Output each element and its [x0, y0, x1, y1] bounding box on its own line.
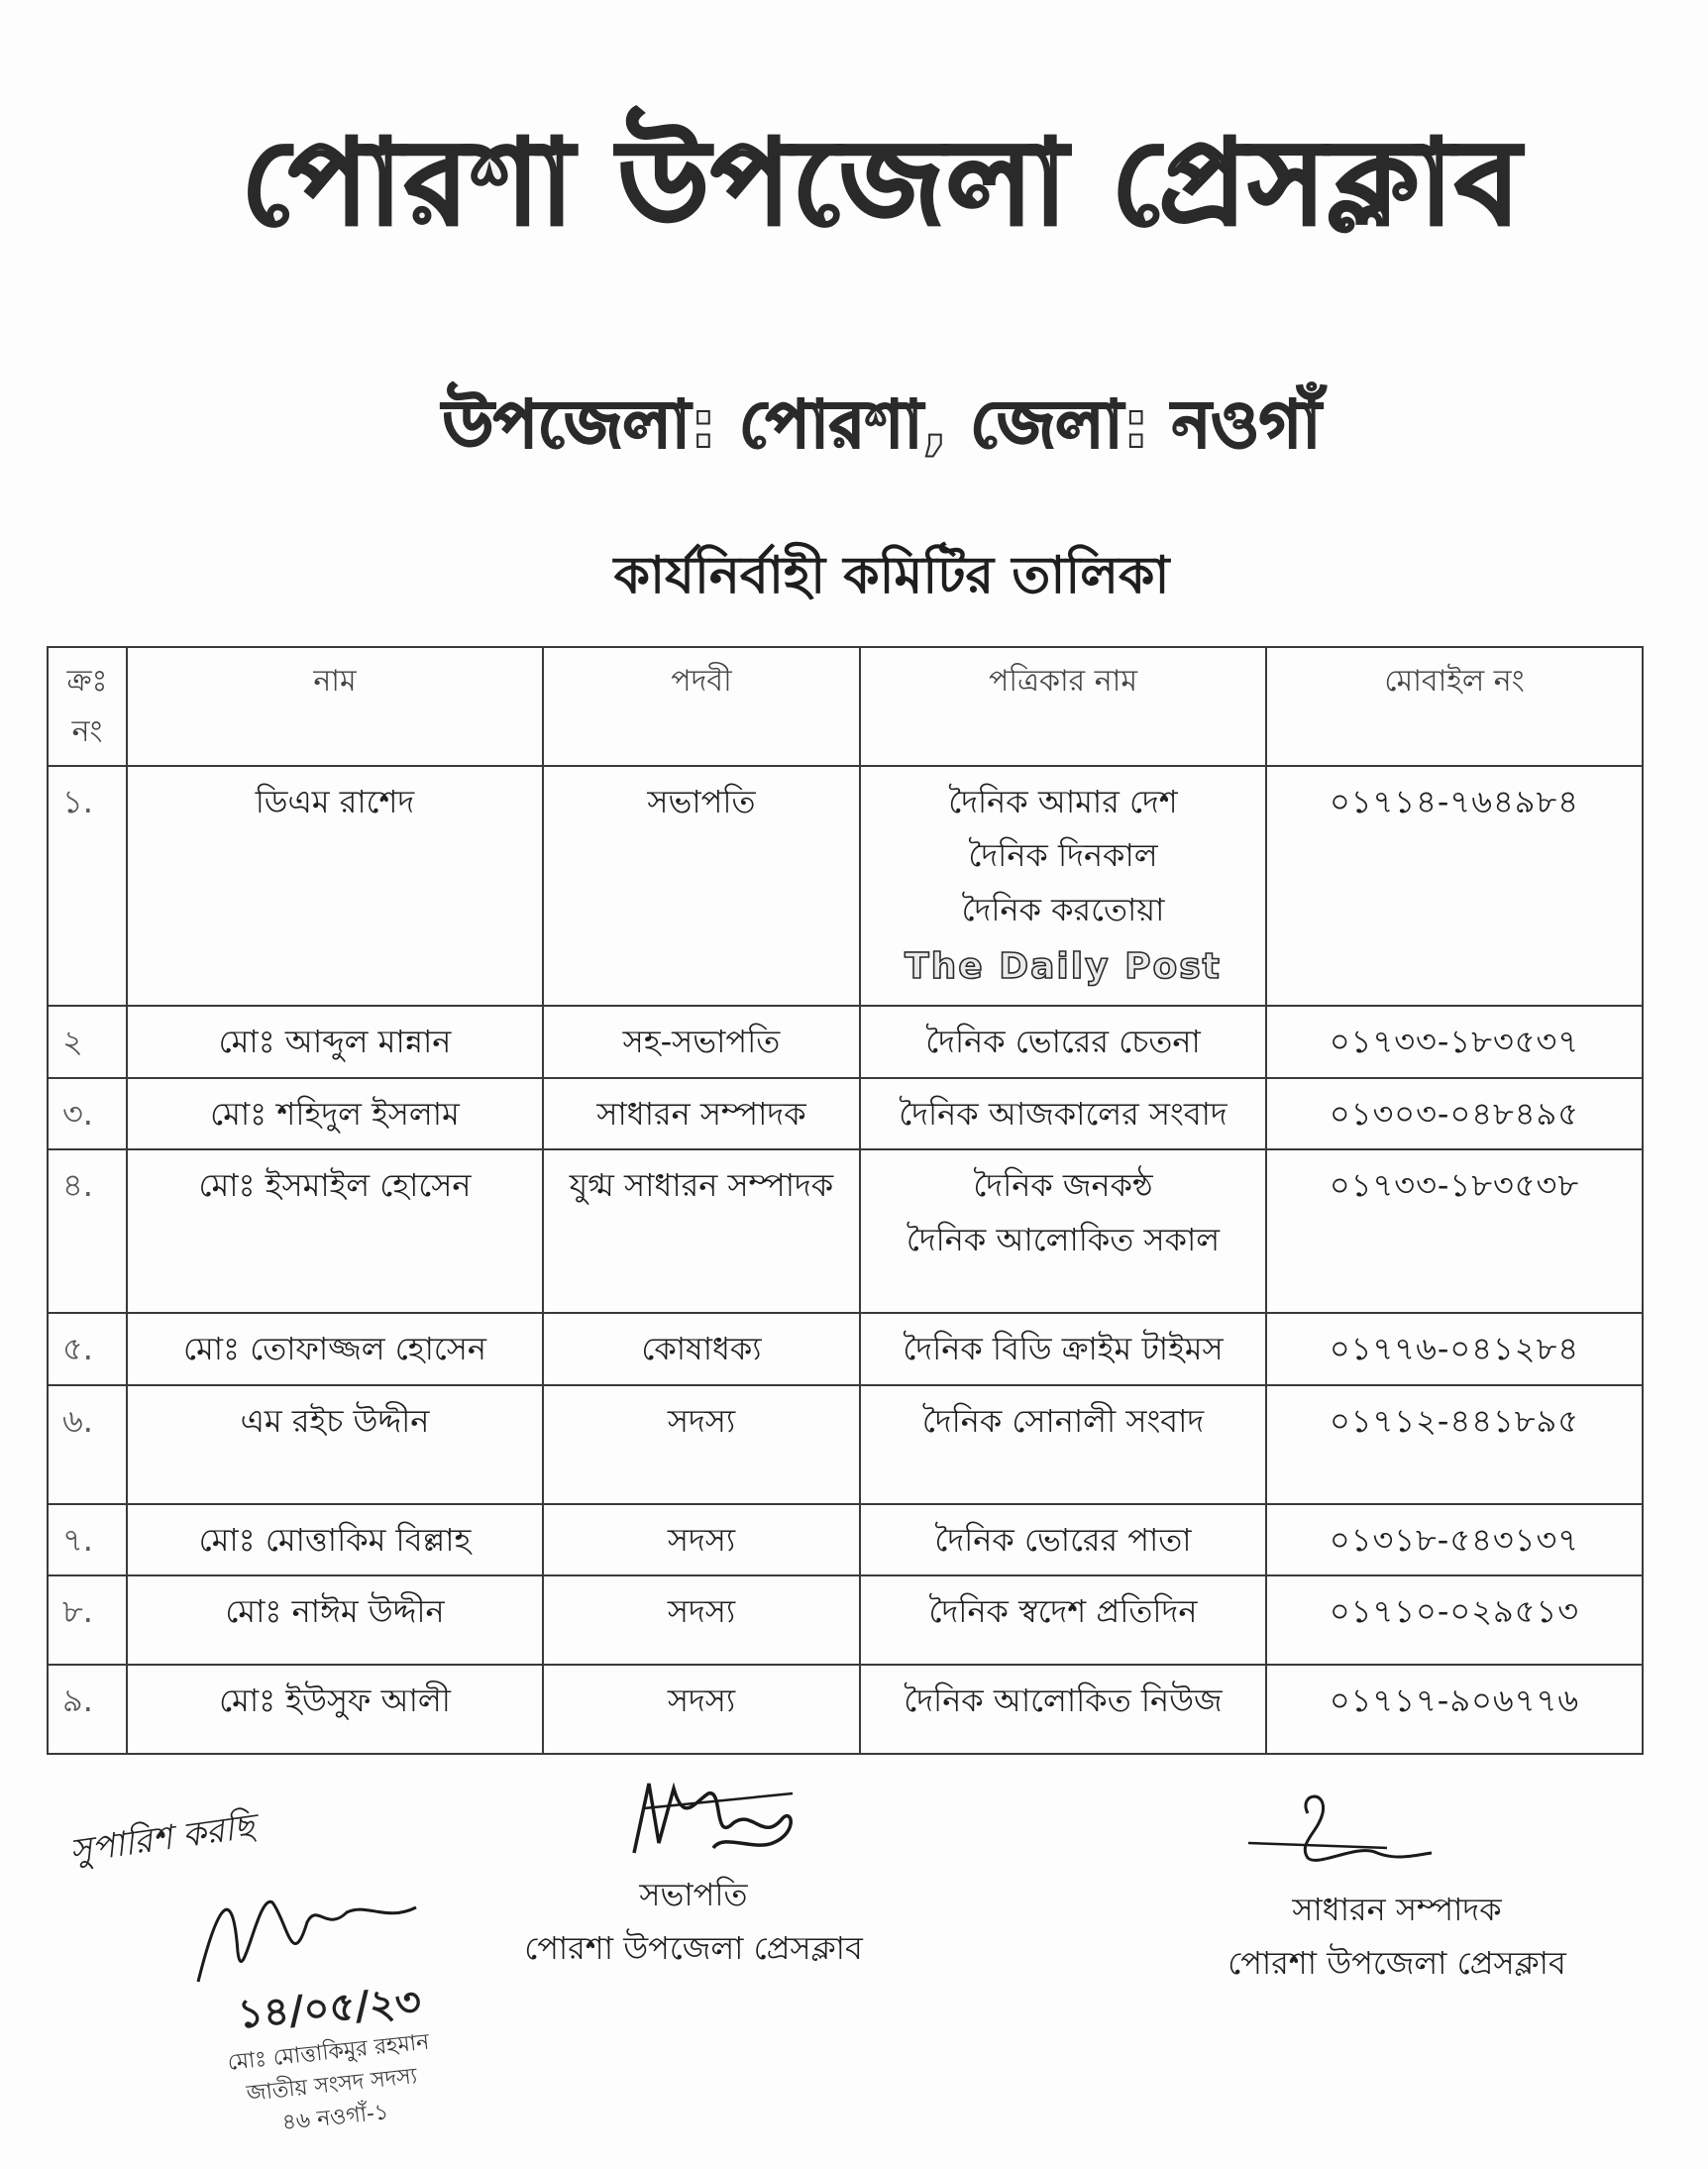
committee-table	[47, 646, 1644, 1755]
designation-cell: সদস্য	[543, 1665, 860, 1754]
name-cell: মোঃ তোফাজ্জল হোসেন	[127, 1313, 543, 1384]
column-header-newspaper: পত্রিকার নাম	[860, 647, 1266, 766]
newspaper-cell	[860, 1575, 1266, 1665]
newspaper-cell	[860, 1665, 1266, 1754]
mobile-cell: ০১৭১৪-৭৬৪৯৮৪	[1266, 766, 1643, 1006]
name-cell: মোঃ নাঈম উদ্দীন	[127, 1575, 543, 1665]
newspaper-cell	[860, 1078, 1266, 1149]
name-cell: মোঃ ইউসুফ আলী	[127, 1665, 543, 1754]
mobile-cell: ০১৭৩৩-১৮৩৫৩৮	[1266, 1149, 1643, 1313]
serial-cell: ৩.	[48, 1078, 127, 1149]
serial-cell: ৪.	[48, 1149, 127, 1313]
organization-title: পোরশা উপজেলা প্রেসক্লাব	[241, 114, 1523, 251]
president-signature	[614, 1764, 812, 1873]
newspaper-cell	[860, 1149, 1266, 1313]
mobile-cell: ০১৭৩৩-১৮৩৫৩৭	[1266, 1006, 1643, 1077]
name-cell: এম রইচ উদ্দীন	[127, 1385, 543, 1504]
location-line: উপজেলা: পোরশা, জেলা: নওগাঁ	[442, 386, 1322, 463]
table-row	[48, 766, 1643, 1006]
serial-cell: ৮.	[48, 1575, 127, 1665]
stamp-line: ৪৬ নওগাঁ-১	[280, 2100, 390, 2136]
newspaper-name-latin: The Daily Post	[905, 946, 1222, 988]
designation-cell: সদস্য	[543, 1575, 860, 1665]
attestation-date: ১৪/০৫/২৩	[236, 1979, 423, 2038]
newspaper-cell	[860, 766, 1266, 1006]
table-header-row	[48, 647, 1643, 766]
mobile-cell: ০১৭১৭-৯০৬৭৭৬	[1266, 1665, 1643, 1754]
mobile-cell: ০১৩১৮-৫৪৩১৩৭	[1266, 1504, 1643, 1575]
table-row	[48, 1006, 1643, 1077]
serial-cell: ৯.	[48, 1665, 127, 1754]
secretary-title: সাধারন সম্পাদক	[1292, 1891, 1502, 1928]
column-header-designation: পদবী	[543, 647, 860, 766]
name-cell: ডিএম রাশেদ	[127, 766, 543, 1006]
newspaper-name: দৈনিক আলোকিত সকাল	[906, 1220, 1221, 1258]
designation-cell: যুগ্ম সাধারন সম্পাদক	[543, 1149, 860, 1313]
column-header-name: নাম	[127, 647, 543, 766]
designation-cell: সদস্য	[543, 1504, 860, 1575]
newspaper-cell	[860, 1006, 1266, 1077]
newspaper-cell	[860, 1313, 1266, 1384]
secretary-signature	[1238, 1784, 1437, 1883]
mobile-cell: ০১৭১২-৪৪১৮৯৫	[1266, 1385, 1643, 1504]
name-cell: মোঃ ইসমাইল হোসেন	[127, 1149, 543, 1313]
president-org: পোরশা উপজেলা প্রেসক্লাব	[524, 1929, 863, 1968]
newspaper-name: দৈনিক জনকন্ঠ	[973, 1166, 1153, 1205]
newspaper-name: দৈনিক আমার দেশ	[948, 783, 1178, 820]
attestation-stamp	[179, 2021, 485, 2150]
designation-cell: সভাপতি	[543, 766, 860, 1006]
table-row	[48, 1665, 1643, 1754]
designation-cell: সদস্য	[543, 1385, 860, 1504]
newspaper-name: দৈনিক ভোরের চেতনা	[925, 1023, 1201, 1061]
newspaper-name: দৈনিক স্বদেশ প্রতিদিন	[928, 1591, 1198, 1630]
table-row	[48, 1149, 1643, 1313]
table-row	[48, 1504, 1643, 1575]
president-title: সভাপতি	[639, 1876, 748, 1913]
newspaper-cell	[860, 1504, 1266, 1575]
newspaper-name: দৈনিক করতোয়া	[961, 890, 1165, 928]
name-cell: মোঃ শহিদুল ইসলাম	[127, 1078, 543, 1149]
name-cell: মোঃ আব্দুল মান্নান	[127, 1006, 543, 1077]
serial-cell: ৬.	[48, 1385, 127, 1504]
column-header-serial: ক্রঃ নং	[48, 647, 127, 766]
president-signature-block	[466, 1868, 921, 1976]
newspaper-name: দৈনিক আজকালের সংবাদ	[899, 1094, 1228, 1133]
newspaper-name: দৈনিক ভোরের পাতা	[934, 1520, 1192, 1559]
designation-cell: কোষাধক্য	[543, 1313, 860, 1384]
table-row	[48, 1385, 1643, 1504]
serial-cell: ৭.	[48, 1504, 127, 1575]
list-title: কার্যনির্বাহী কমিটির তালিকা	[613, 546, 1170, 605]
column-header-mobile: মোবাইল নং	[1266, 647, 1643, 766]
attestation-handwritten-note: সুপারিশ করছি	[66, 1806, 258, 1872]
secretary-org: পোরশা উপজেলা প্রেসক্লাব	[1228, 1944, 1566, 1983]
mobile-cell: ০১৩০৩-০৪৮৪৯৫	[1266, 1078, 1643, 1149]
newspaper-name: দৈনিক সোনালী সংবাদ	[921, 1401, 1205, 1440]
table-row	[48, 1078, 1643, 1149]
designation-cell: সহ-সভাপতি	[543, 1006, 860, 1077]
designation-cell: সাধারন সম্পাদক	[543, 1078, 860, 1149]
name-cell: মোঃ মোত্তাকিম বিল্লাহ	[127, 1504, 543, 1575]
mobile-cell: ০১৭৭৬-০৪১২৮৪	[1266, 1313, 1643, 1384]
table-row	[48, 1575, 1643, 1665]
stamp-line: মোঃ মোত্তাকিমুর রহমান	[226, 2029, 431, 2076]
newspaper-name: দৈনিক দিনকাল	[968, 836, 1158, 875]
newspaper-name: দৈনিক বিডি ক্রাইম টাইমস	[903, 1330, 1224, 1368]
serial-cell: ২	[48, 1006, 127, 1077]
serial-cell: ১.	[48, 766, 127, 1006]
table-row	[48, 1313, 1643, 1384]
stamp-line: জাতীয় সংসদ সদস্য	[245, 2064, 419, 2107]
mobile-cell: ০১৭১০-০২৯৫১৩	[1266, 1575, 1643, 1665]
serial-cell: ৫.	[48, 1313, 127, 1384]
secretary-signature-block	[1169, 1883, 1625, 1991]
newspaper-name: দৈনিক আলোকিত নিউজ	[904, 1681, 1223, 1719]
newspaper-cell	[860, 1385, 1266, 1504]
